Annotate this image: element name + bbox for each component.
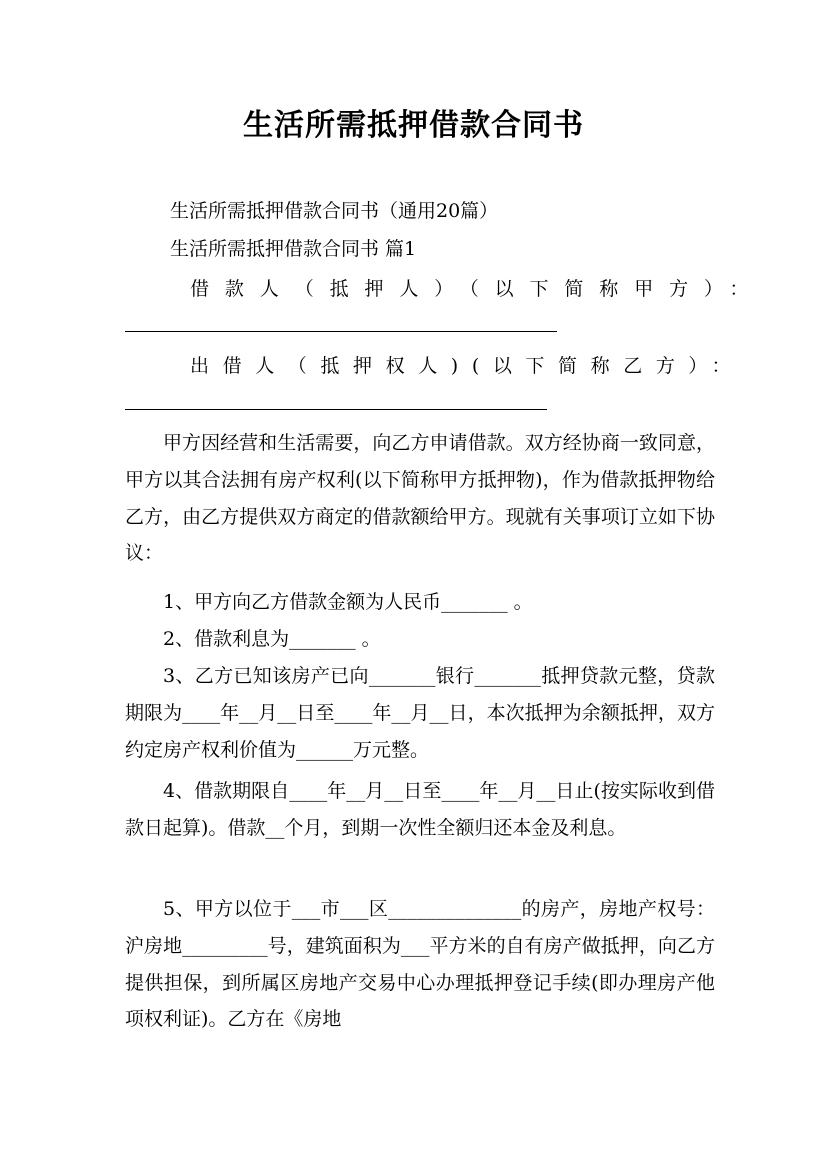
section-heading: 生活所需抵押借款合同书 篇1	[170, 238, 417, 260]
paragraph-clause-5: 5、甲方以位于___市___区______________的房产，房地产权号：沪房地_________号，建筑面积为___平方米的自有房产做抵押，向乙方提供担保，到所属区房地产交易中心办理抵押登记手续(即办理房产他项权利证)。乙方在《房地	[125, 898, 715, 1031]
paragraph-clause-2: 2、借款利息为_______ 。	[163, 628, 381, 650]
document-title: 生活所需抵押借款合同书	[243, 108, 584, 143]
paragraph-intro: 甲方因经营和生活需要，向乙方申请借款。双方经协商一致同意，甲方以其合法拥有房产权利(以下简称甲方抵押物)，作为借款抵押物给乙方，由乙方提供双方商定的借款额给甲方。现就有关事项订立如下协议：	[125, 432, 715, 565]
borrower-label: 借款人（抵押人）（以下简称甲方）：	[190, 278, 765, 300]
lender-blank-line	[125, 409, 547, 410]
paragraph-clause-3: 3、乙方已知该房产已向_______银行_______抵押贷款元整，贷款期限为____年__月__日至____年__月__日，本次抵押为余额抵押，双方约定房产权利价值为______万元整。	[125, 665, 715, 761]
paragraph-clause-1: 1、甲方向乙方借款金额为人民币_______ 。	[163, 591, 533, 613]
borrower-blank-line	[125, 331, 557, 332]
paragraph-clause-4: 4、借款期限自____年__月__日至____年__月__日止(按实际收到借款日起算)。借款__个月，到期一次性全额归还本金及利息。	[125, 780, 715, 839]
lender-label: 出借人（抵押权人)(以下简称乙方）：	[190, 355, 745, 377]
document-subtitle: 生活所需抵押借款合同书（通用20篇）	[170, 200, 499, 222]
